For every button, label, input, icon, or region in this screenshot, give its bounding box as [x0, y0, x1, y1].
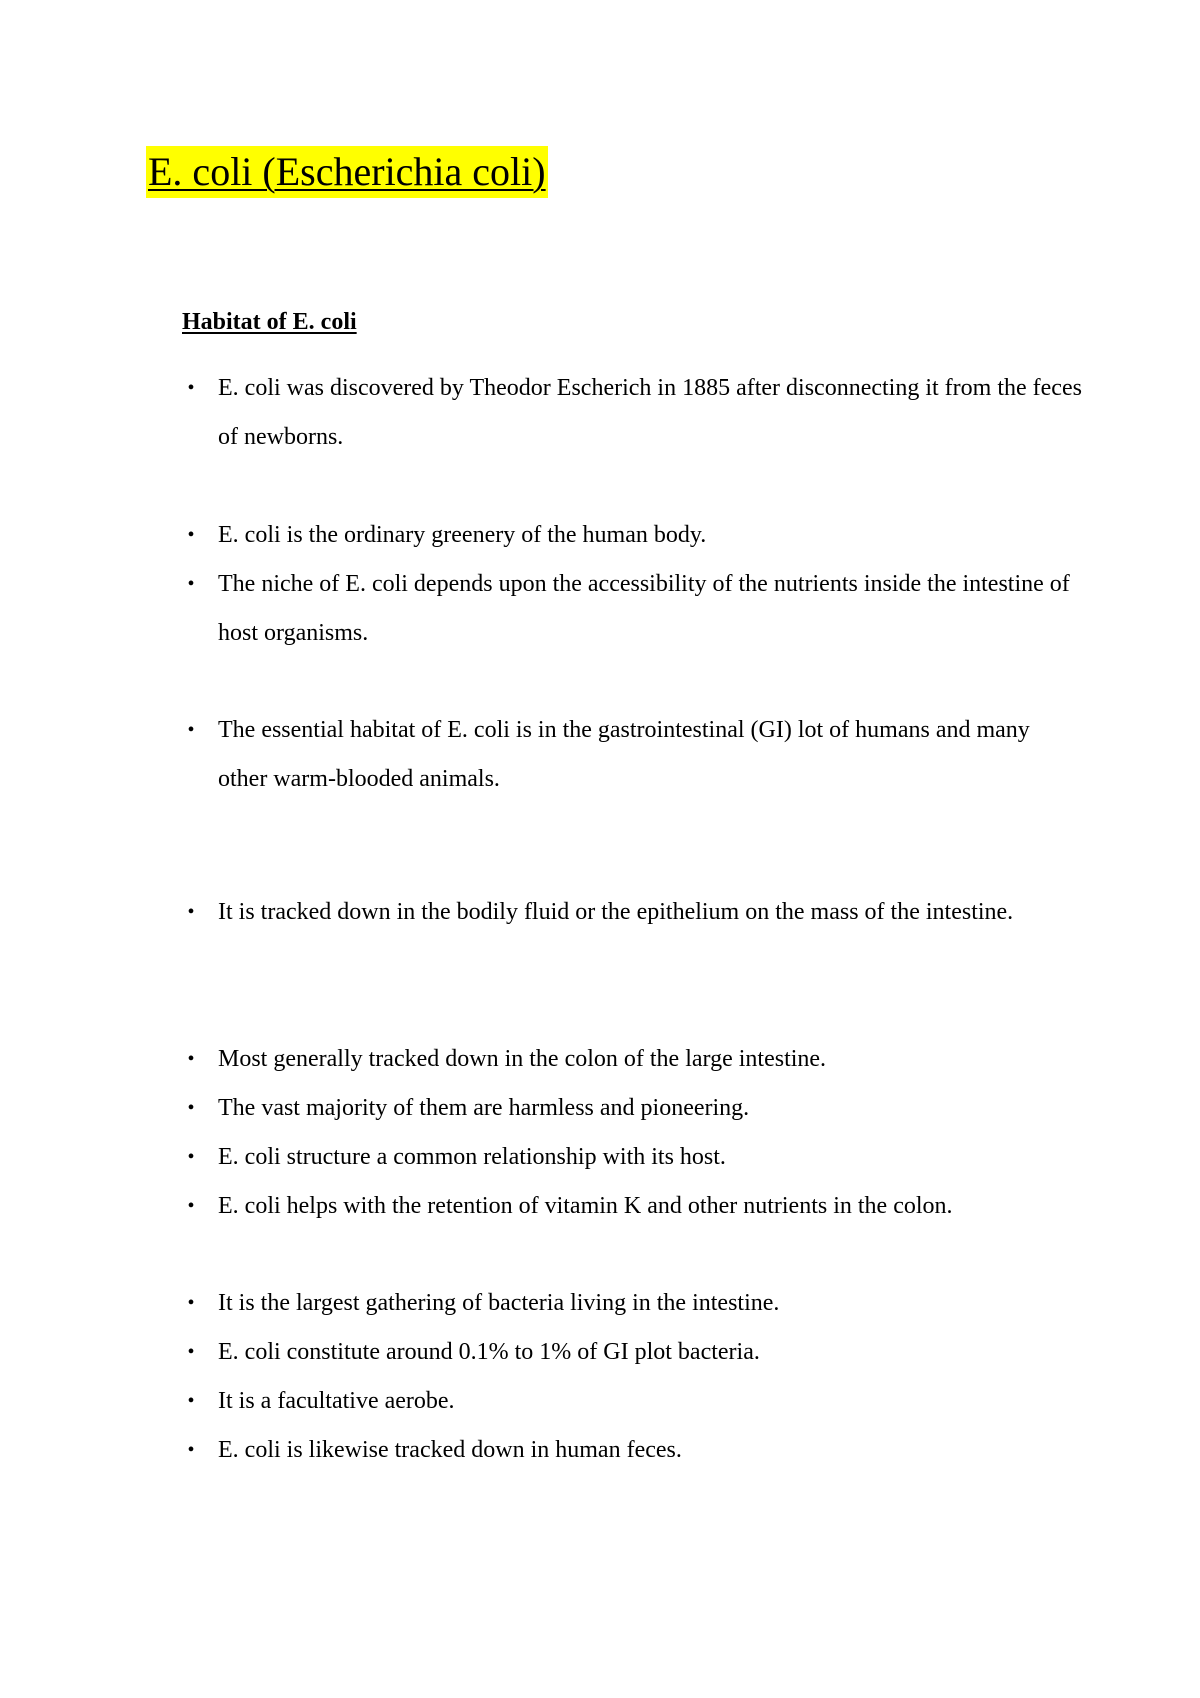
- bullet-icon: •: [187, 1390, 195, 1412]
- list-item: [182, 888, 1082, 937]
- bullet-icon: •: [187, 573, 195, 595]
- bullet-icon: •: [187, 901, 195, 923]
- list-item-text: E. coli structure a common relationship with its host.: [218, 1144, 726, 1170]
- list-item-text: It is tracked down in the bodily fluid or the epithelium on the mass of the intestine.: [218, 899, 1014, 925]
- list-item: [182, 560, 1082, 658]
- bullet-icon: •: [187, 1146, 195, 1168]
- bullet-icon: •: [187, 1097, 195, 1119]
- list-item: [182, 1084, 1082, 1133]
- list-item-text: E. coli is likewise tracked down in human feces.: [218, 1437, 682, 1463]
- list-item: [182, 1426, 1082, 1475]
- list-item-text: E. coli helps with the retention of vitamin K and other nutrients in the colon.: [218, 1193, 953, 1219]
- list-item: [182, 1328, 1082, 1377]
- list-item-text: E. coli was discovered by Theodor Escherich in 1885 after disconnecting it from the feces of newborns.: [218, 375, 1082, 450]
- list-item-text: E. coli is the ordinary greenery of the human body.: [218, 522, 707, 548]
- bullet-icon: •: [187, 1439, 195, 1461]
- bullet-icon: •: [187, 719, 195, 741]
- list-item-text: The vast majority of them are harmless and pioneering.: [218, 1095, 750, 1121]
- bullet-icon: •: [187, 1292, 195, 1314]
- list-item-text: The essential habitat of E. coli is in the gastrointestinal (GI) lot of humans and many other warm-blooded animals.: [218, 717, 1030, 792]
- bullet-icon: •: [187, 1195, 195, 1217]
- list-item-text: E. coli constitute around 0.1% to 1% of GI plot bacteria.: [218, 1339, 760, 1365]
- bullet-icon: •: [187, 1341, 195, 1363]
- list-item-text: It is a facultative aerobe.: [218, 1388, 455, 1414]
- bullet-icon: •: [187, 524, 195, 546]
- document-title: E. coli (Escherichia coli): [146, 146, 548, 198]
- list-item: [182, 1279, 1082, 1328]
- list-item: [182, 1182, 1082, 1231]
- list-item-text: Most generally tracked down in the colon of the large intestine.: [218, 1046, 827, 1072]
- section-heading: Habitat of E. coli: [182, 309, 357, 335]
- bullet-icon: •: [187, 1048, 195, 1070]
- list-item-text: It is the largest gathering of bacteria living in the intestine.: [218, 1290, 780, 1316]
- list-item: [182, 511, 1082, 560]
- list-item: [182, 1133, 1082, 1182]
- list-item: [182, 364, 1082, 462]
- list-item-text: The niche of E. coli depends upon the accessibility of the nutrients inside the intestine of host organisms.: [218, 571, 1070, 646]
- list-item: [182, 706, 1082, 804]
- bullet-icon: •: [187, 377, 195, 399]
- list-item: [182, 1035, 1082, 1084]
- list-item: [182, 1377, 1082, 1426]
